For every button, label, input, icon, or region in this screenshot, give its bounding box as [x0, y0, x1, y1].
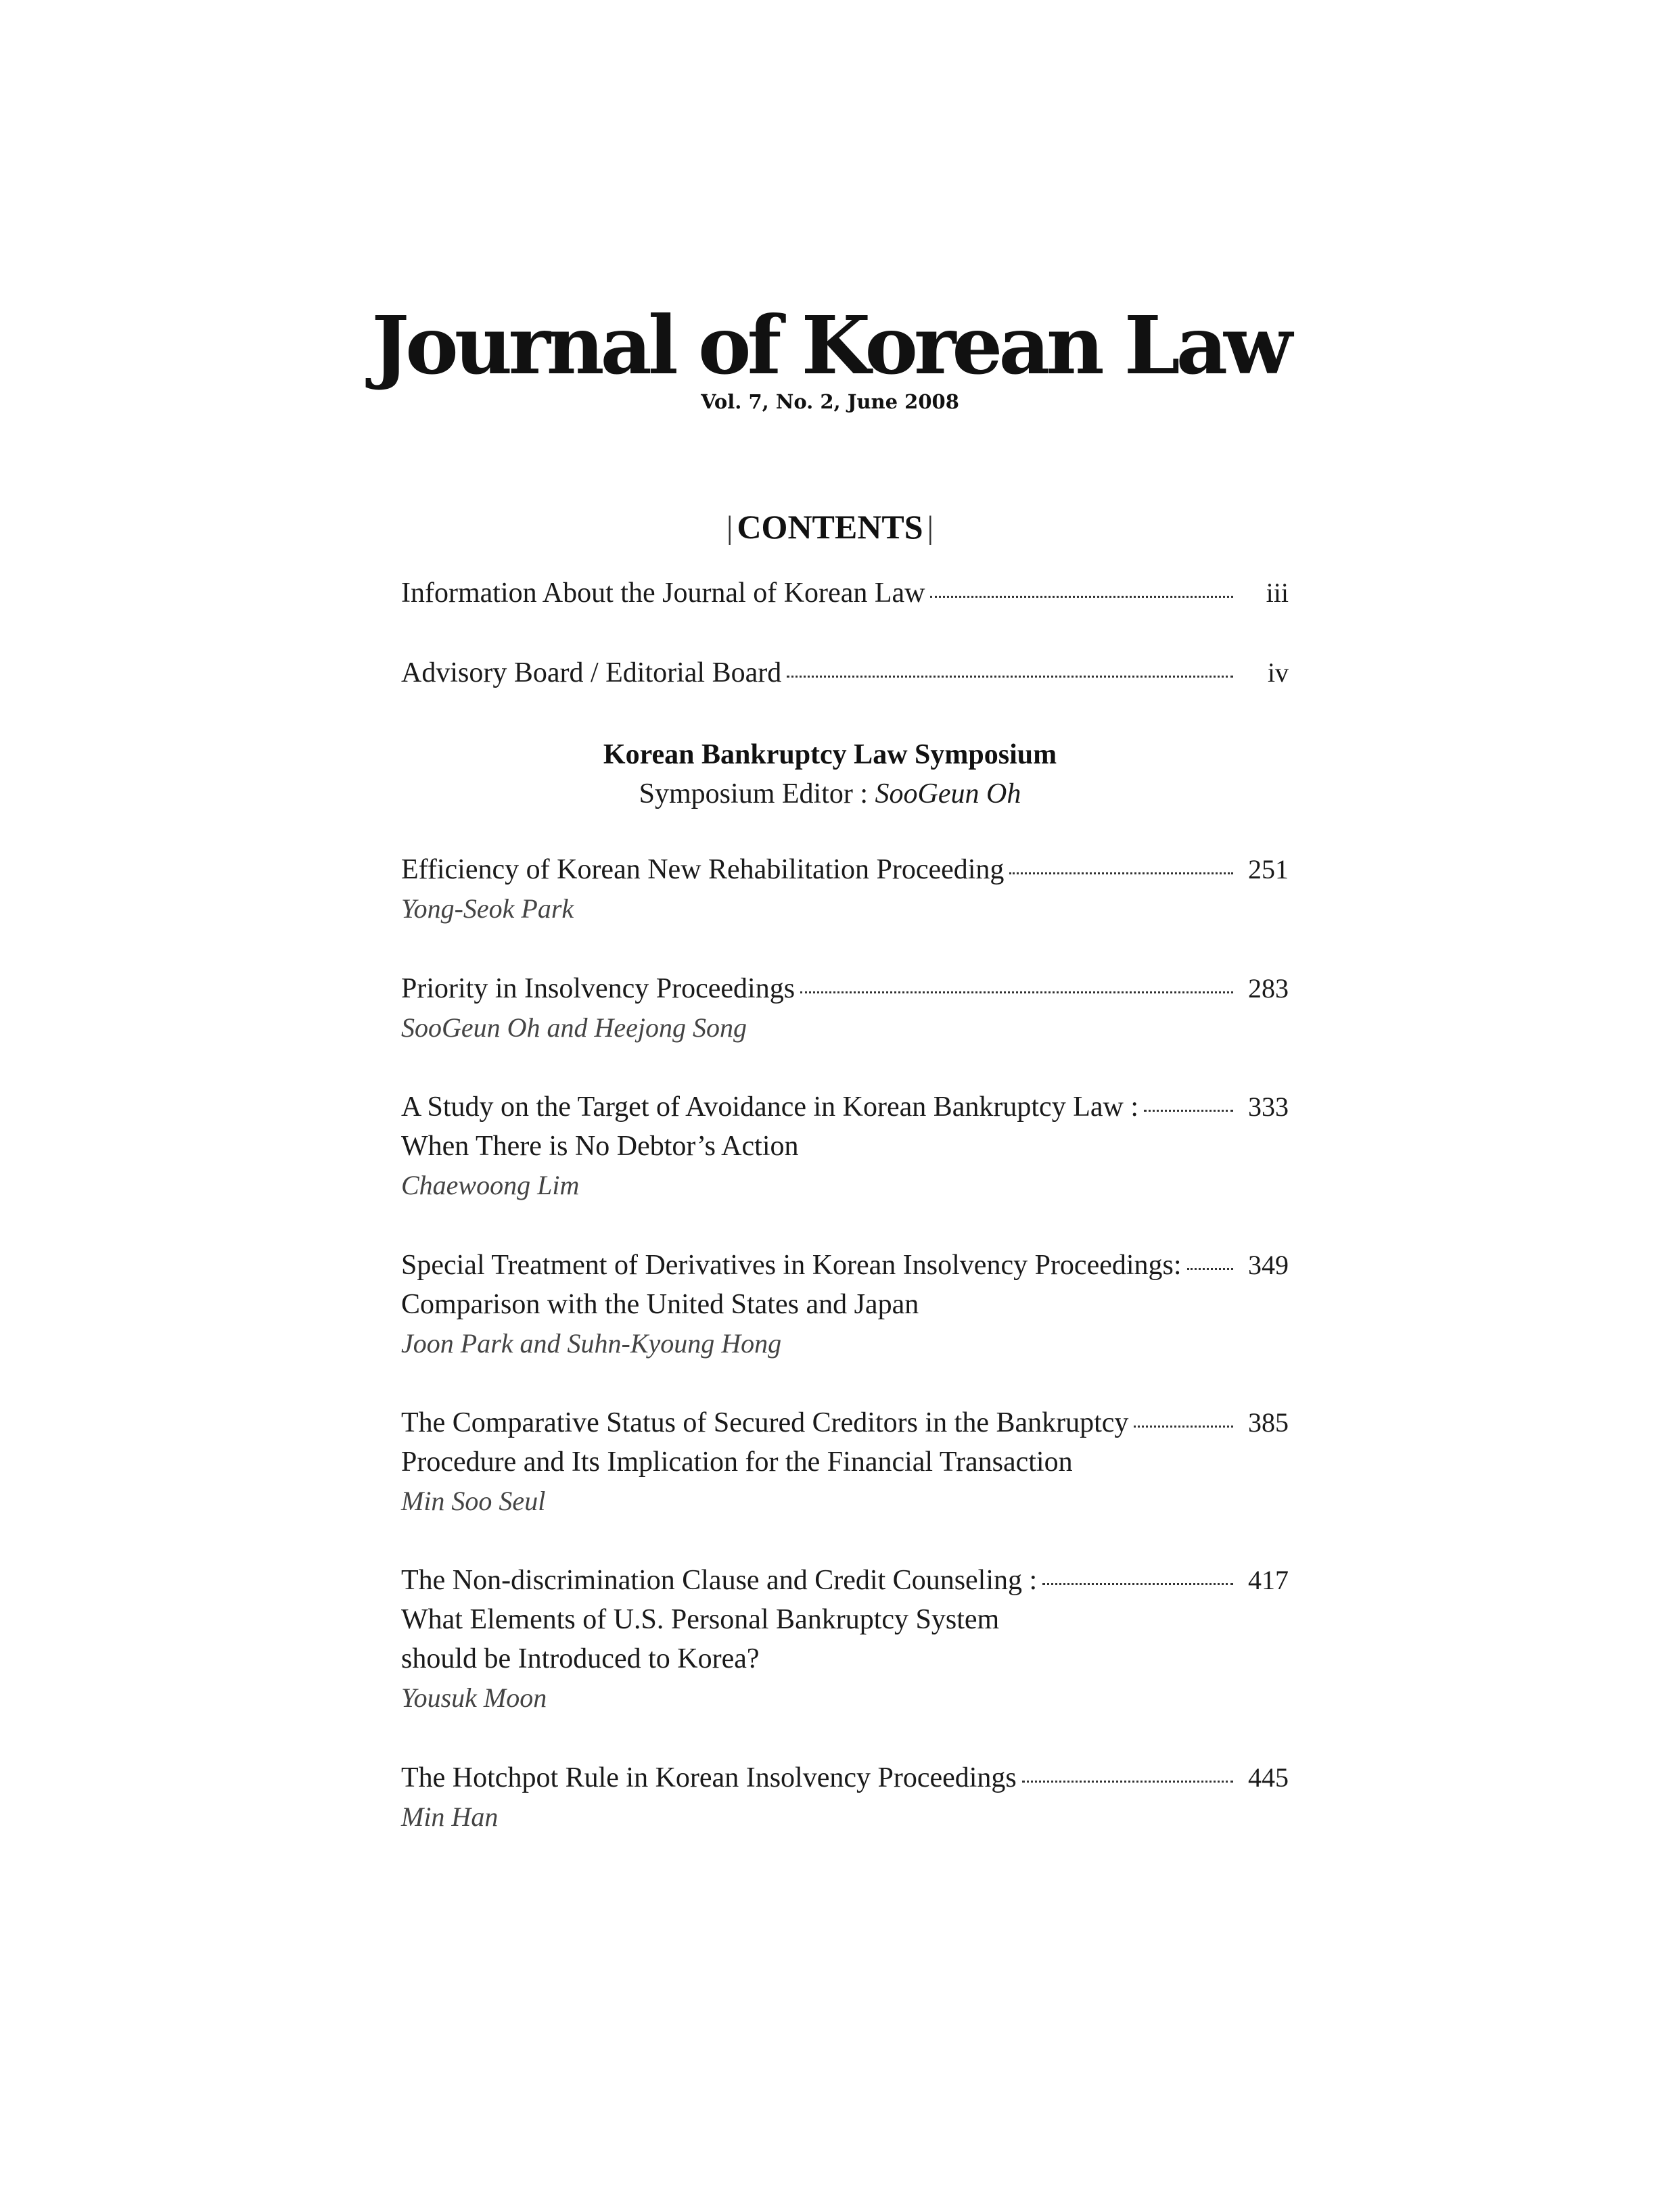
dot-leader — [1144, 1110, 1233, 1112]
article-authors: Yousuk Moon — [401, 1682, 547, 1713]
editor-label: Symposium Editor : — [639, 778, 869, 809]
toc-entry-title: Information About the Journal of Korean Law — [401, 578, 925, 609]
page-number: 445 — [1248, 1762, 1289, 1793]
symposium-editor — [0, 774, 1660, 814]
page-number: 251 — [1248, 854, 1289, 885]
article-title: The Hotchpot Rule in Korean Insolvency Proceedings — [401, 1762, 1017, 1793]
article-authors: SooGeun Oh and Heejong Song — [401, 1012, 747, 1043]
article-authors: Joon Park and Suhn-Kyoung Hong — [401, 1328, 782, 1359]
article-authors: Chaewoong Lim — [401, 1170, 580, 1200]
page-number: 349 — [1248, 1250, 1289, 1280]
toc-entry-article[interactable] — [401, 1403, 1289, 1521]
toc-entry-boards[interactable] — [401, 653, 1289, 692]
left-bar: | — [726, 510, 733, 546]
editor-name: SooGeun Oh — [875, 778, 1021, 809]
article-title-continued: What Elements of U.S. Personal Bankruptcy System — [401, 1604, 1000, 1635]
dot-leader — [1009, 872, 1233, 874]
article-title: Efficiency of Korean New Rehabilitation Proceeding — [401, 854, 1005, 885]
article-authors: Yong-Seok Park — [401, 893, 574, 924]
article-title-continued: When There is No Debtor’s Action — [401, 1131, 799, 1162]
toc-entry-article[interactable] — [401, 1758, 1289, 1837]
page-number: 385 — [1248, 1407, 1289, 1438]
article-title: The Comparative Status of Secured Creditors in the Bankruptcy — [401, 1407, 1129, 1438]
article-title: A Study on the Target of Avoidance in Korean Bankruptcy Law : — [401, 1091, 1138, 1123]
dot-leader — [787, 676, 1233, 678]
symposium-block — [0, 735, 1660, 814]
symposium-title: Korean Bankruptcy Law Symposium — [603, 739, 1057, 770]
toc-entry-article[interactable] — [401, 1561, 1289, 1718]
toc-entry-article[interactable] — [401, 1087, 1289, 1205]
page-number: 333 — [1248, 1091, 1289, 1122]
page-number: 417 — [1248, 1565, 1289, 1595]
dot-leader — [1042, 1583, 1233, 1585]
dot-leader — [1134, 1426, 1233, 1428]
article-authors: Min Soo Seul — [401, 1486, 546, 1516]
dot-leader — [1187, 1268, 1233, 1270]
page-number: iv — [1267, 657, 1289, 688]
dot-leader — [1022, 1781, 1233, 1783]
toc-entry-article[interactable] — [401, 1246, 1289, 1363]
toc-entry-title: Advisory Board / Editorial Board — [401, 657, 782, 688]
article-authors: Min Han — [401, 1802, 499, 1832]
article-title-continued: Procedure and Its Implication for the Financial Transaction — [401, 1446, 1073, 1478]
article-title: The Non-discrimination Clause and Credit Counseling : — [401, 1565, 1038, 1596]
page-number: 283 — [1248, 973, 1289, 1004]
toc-entry-article[interactable] — [401, 969, 1289, 1048]
toc-entry-article[interactable] — [401, 850, 1289, 928]
contents-heading — [0, 510, 1660, 544]
journal-title: Journal of Korean Law — [371, 298, 1289, 392]
right-bar: | — [927, 510, 934, 546]
page-number: iii — [1266, 578, 1289, 608]
article-title: Priority in Insolvency Proceedings — [401, 973, 796, 1004]
contents-label: CONTENTS — [737, 508, 923, 546]
article-title-continued: should be Introduced to Korea? — [401, 1643, 760, 1674]
dot-leader — [930, 596, 1233, 598]
dot-leader — [800, 991, 1233, 993]
article-title: Special Treatment of Derivatives in Korean Insolvency Proceedings: — [401, 1250, 1182, 1281]
issue-line: Vol. 7, No. 2, June 2008 — [701, 390, 959, 413]
toc-entry-info[interactable] — [401, 573, 1289, 613]
article-title-continued: Comparison with the United States and Japan — [401, 1289, 919, 1320]
